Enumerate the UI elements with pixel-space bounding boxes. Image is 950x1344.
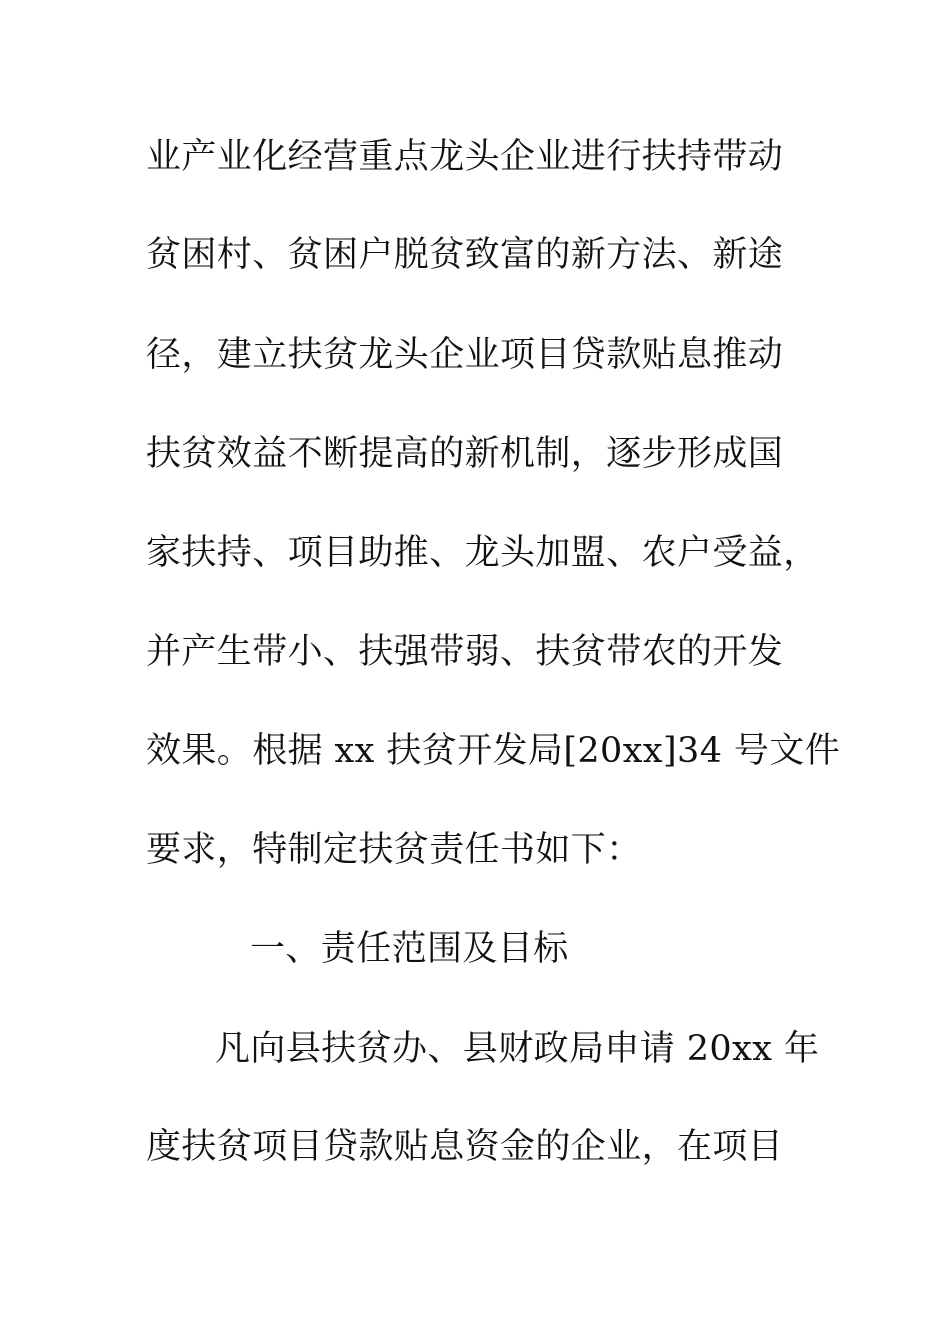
body-text-line: 业产业化经营重点龙头企业进行扶持带动 — [146, 137, 784, 177]
body-text-line: 效果。根据 xx 扶贫开发局[20xx]34 号文件 — [146, 731, 841, 771]
body-text-line: 家扶持、项目助推、龙头加盟、农户受益， — [146, 533, 819, 573]
body-text-line: 贫困村、贫困户脱贫致富的新方法、新途 — [146, 235, 784, 275]
body-text-line: 扶贫效益不断提高的新机制，逐步形成国 — [146, 434, 784, 474]
section-heading: 一、责任范围及目标 — [250, 929, 569, 969]
body-text-line: 要求，特制定扶贫责任书如下： — [146, 830, 642, 870]
body-text-line: 并产生带小、扶强带弱、扶贫带农的开发 — [146, 632, 784, 672]
body-text-line: 凡向县扶贫办、县财政局申请 20xx 年 — [215, 1029, 820, 1069]
body-text-line: 度扶贫项目贷款贴息资金的企业，在项目 — [146, 1127, 784, 1167]
body-text-line: 径，建立扶贫龙头企业项目贷款贴息推动 — [146, 335, 784, 375]
